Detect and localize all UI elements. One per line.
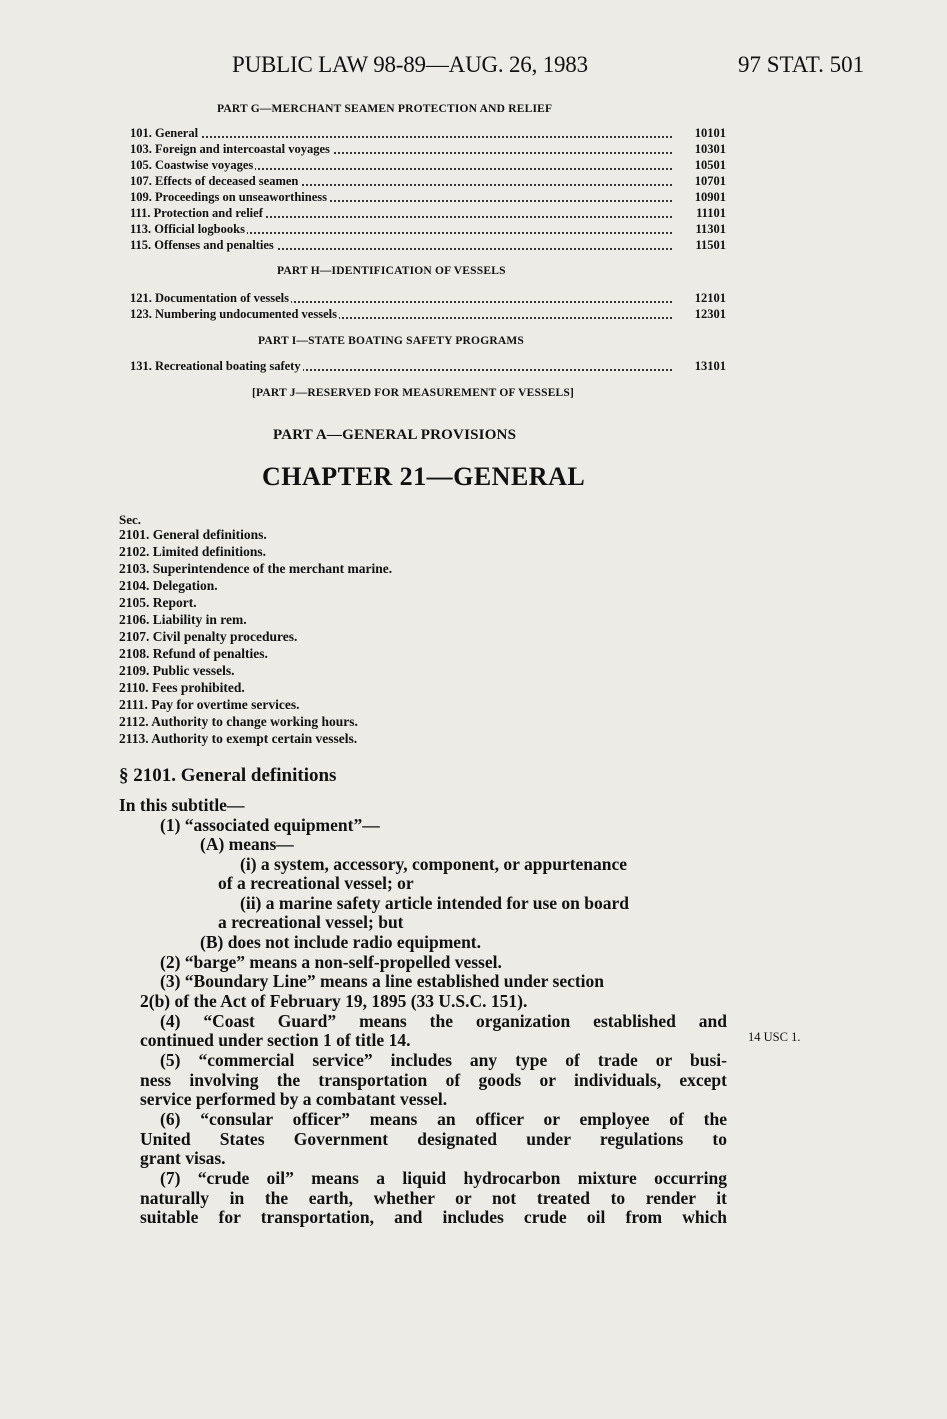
part-h-heading: PART H—IDENTIFICATION OF VESSELS — [277, 265, 506, 277]
body-line: naturally in the earth, whether or not treated to render it — [140, 1188, 727, 1208]
section-2101-heading: § 2101. General definitions — [119, 765, 337, 786]
chapter-title: CHAPTER 21—GENERAL — [262, 462, 586, 491]
section-list-item: 2102. Limited definitions. — [119, 544, 267, 559]
body-line: a recreational vessel; but — [218, 912, 404, 932]
body-line: (4) “Coast Guard” means the organization established and — [160, 1011, 727, 1031]
section-list-item: 2112. Authority to change working hours. — [119, 714, 358, 729]
section-list-item: 2105. Report. — [119, 595, 197, 610]
section-list-item: 2111. Pay for overtime services. — [119, 697, 300, 712]
toc-row: 103. Foreign and intercoastal voyages 10301 — [130, 142, 726, 156]
body-line: suitable for transportation, and includes crude oil from which — [140, 1207, 727, 1227]
section-list-item: 2101. General definitions. — [119, 527, 267, 542]
body-line: (i) a system, accessory, component, or appurtenance — [240, 854, 628, 874]
body-line: In this subtitle— — [119, 795, 245, 815]
body-line: of a recreational vessel; or — [218, 873, 414, 893]
toc-row: 113. Official logbooks 11301 — [130, 222, 726, 236]
toc-row: 105. Coastwise voyages 10501 — [130, 158, 726, 172]
body-line: 2(b) of the Act of February 19, 1895 (33 U.S.C. 151). — [140, 991, 528, 1011]
section-list-item: 2106. Liability in rem. — [119, 612, 247, 627]
toc-row: 109. Proceedings on unseaworthiness 10901 — [130, 190, 726, 204]
toc-row: 111. Protection and relief 11101 — [130, 206, 726, 220]
body-line: continued under section 1 of title 14. — [140, 1030, 411, 1050]
body-line: service performed by a combatant vessel. — [140, 1089, 448, 1109]
body-line: (2) “barge” means a non-self-propelled vessel. — [160, 952, 502, 972]
section-list-item: 2103. Superintendence of the merchant marine. — [119, 561, 393, 576]
section-list-item: 2104. Delegation. — [119, 578, 218, 593]
body-line: (ii) a marine safety article intended for use on board — [240, 893, 630, 913]
toc-row: 123. Numbering undocumented vessels 12301 — [130, 307, 726, 321]
part-a-heading: PART A—GENERAL PROVISIONS — [273, 427, 517, 443]
body-line: (B) does not include radio equipment. — [200, 932, 481, 952]
toc-row: 101. General 10101 — [130, 126, 726, 140]
part-i-heading: PART I—STATE BOATING SAFETY PROGRAMS — [258, 335, 525, 347]
part-j-heading: [PART J—RESERVED FOR MEASUREMENT OF VESSELS] — [252, 387, 575, 399]
body-line: (6) “consular officer” means an officer or employee of the — [160, 1109, 727, 1129]
section-list-item: 2108. Refund of penalties. — [119, 646, 268, 661]
sec-label: Sec. — [119, 512, 142, 527]
margin-citation-note: 14 USC 1. — [748, 1030, 801, 1044]
toc-row: 131. Recreational boating safety 13101 — [130, 359, 726, 373]
body-line: (A) means— — [200, 834, 294, 854]
law-title-header: PUBLIC LAW 98-89—AUG. 26, 1983 — [232, 52, 588, 77]
section-list-item: 2110. Fees prohibited. — [119, 680, 245, 695]
toc-row: 121. Documentation of vessels 12101 — [130, 291, 726, 305]
body-line: (1) “associated equipment”— — [160, 815, 380, 835]
body-line: grant visas. — [140, 1148, 226, 1168]
part-g-heading: PART G—MERCHANT SEAMEN PROTECTION AND RELIEF — [217, 103, 553, 115]
toc-row: 107. Effects of deceased seamen 10701 — [130, 174, 726, 188]
body-line: ness involving the transportation of goods or individuals, except — [140, 1070, 727, 1090]
statute-page-number: 97 STAT. 501 — [738, 52, 865, 77]
body-line: United States Government designated under regulations to — [140, 1129, 727, 1149]
body-line: (7) “crude oil” means a liquid hydrocarbon mixture occurring — [160, 1168, 727, 1188]
section-list-item: 2107. Civil penalty procedures. — [119, 629, 298, 644]
toc-row: 115. Offenses and penalties 11501 — [130, 238, 726, 252]
section-list-item: 2109. Public vessels. — [119, 663, 235, 678]
body-line: (3) “Boundary Line” means a line established under section — [160, 971, 605, 991]
body-line: (5) “commercial service” includes any type of trade or busi- — [160, 1050, 727, 1070]
section-list-item: 2113. Authority to exempt certain vessels. — [119, 731, 358, 746]
